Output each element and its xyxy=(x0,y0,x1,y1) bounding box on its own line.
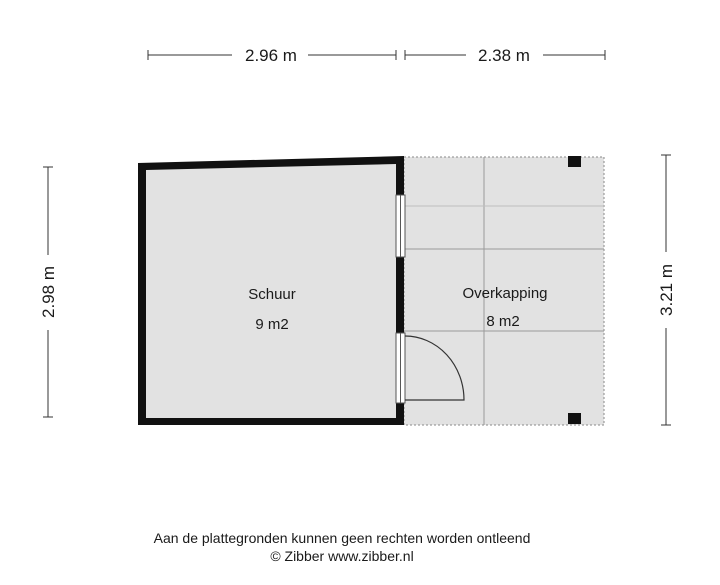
dimension-top-right xyxy=(405,46,605,65)
dimension-top-left xyxy=(148,46,396,65)
room-name-overkapping: Overkapping xyxy=(462,285,548,302)
dimension-label-top-right: 2.38 m xyxy=(478,46,530,65)
post-top xyxy=(568,156,581,167)
room-area-overkapping: 8 m2 xyxy=(486,313,520,330)
dimension-label-right: 3.21 m xyxy=(657,264,676,316)
copyright-text: © Zibber www.zibber.nl xyxy=(270,548,414,564)
post-bottom xyxy=(568,413,581,424)
dimension-right xyxy=(657,155,676,425)
dimension-label-top-left: 2.96 m xyxy=(245,46,297,65)
disclaimer-text: Aan de plattegronden kunnen geen rechten worden ontleend xyxy=(153,530,531,546)
dimension-label-left: 2.98 m xyxy=(39,266,58,318)
room-name-schuur: Schuur xyxy=(248,286,296,303)
room-area-schuur: 9 m2 xyxy=(255,316,289,333)
dimension-left xyxy=(39,167,58,417)
